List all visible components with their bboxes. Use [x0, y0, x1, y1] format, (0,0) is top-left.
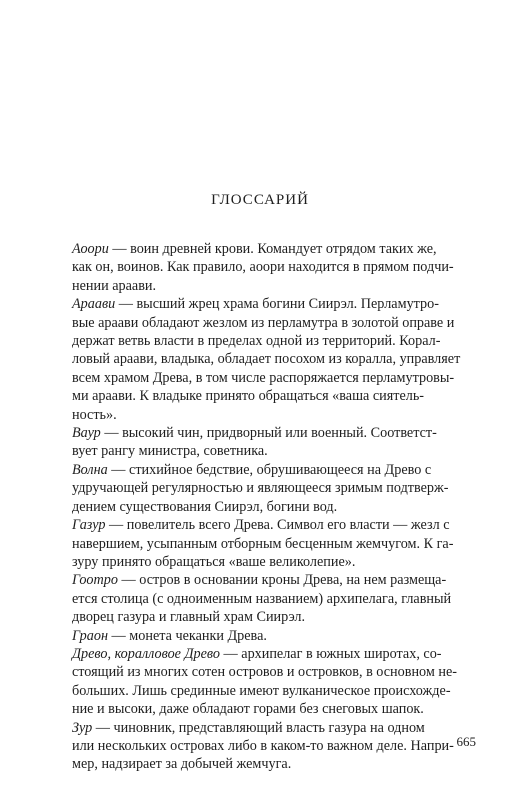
entry-line: ется столица (с одноименным названием) архипелага, главный [72, 590, 452, 607]
entry-line [72, 571, 473, 589]
entry-line: как он, воинов. Как правило, аоори находится в прямом подчи- [72, 259, 454, 276]
entry-line [72, 461, 473, 479]
definition-text: — высший жрец храма богини Сиирэл. Перламутро- [115, 296, 439, 313]
glossary-term: Древо, коралловое Древо [72, 645, 220, 662]
definition-text: — чиновник, представляющий власть газура на одном [92, 719, 425, 736]
entry-line: ние и высоки, даже обладают горами без снеговых шапок. [72, 701, 424, 718]
definition-text: — повелитель всего Древа. Символ его власти — жезл с [105, 517, 450, 534]
glossary-term: Газур [72, 517, 106, 534]
definition-text: — монета чеканки Древа. [108, 627, 267, 644]
entry-line: или нескольких островах либо в каком-то важном деле. Напри- [72, 737, 454, 754]
glossary-term: Аоори [72, 241, 109, 257]
glossary-entry-drevo [72, 645, 473, 719]
entry-line [72, 627, 473, 645]
entry-line: больших. Лишь срединные имеют вулканическое происхожде- [72, 682, 451, 699]
entry-line: стоящий из многих сотен островов и островков, в основном не- [72, 664, 457, 681]
entry-line: ми араави. К владыке принято обращаться «ваша сиятель- [72, 388, 425, 405]
definition-text: — воин древней крови. Командует отрядом таких же, [108, 241, 437, 257]
glossary-term: Ваур [72, 425, 101, 442]
entry-line: вует рангу министра, советника. [72, 443, 268, 460]
glossary-term: Граон [72, 627, 108, 644]
glossary-entry-zur [72, 719, 473, 774]
glossary-term: Волна [72, 461, 108, 478]
entry-line: ность». [72, 406, 117, 423]
definition-text: — высокий чин, придворный или военный. Соответст- [100, 425, 437, 442]
entry-line [72, 516, 473, 534]
definition-text: — архипелаг в южных широтах, со- [219, 645, 442, 662]
entry-line: дением существования Сиирэл, богини вод. [72, 498, 338, 515]
entry-line: зуру принято обращаться «ваше великолепие». [72, 553, 356, 570]
entry-line [72, 645, 473, 663]
entry-line [72, 719, 473, 737]
page-title: ГЛОССАРИЙ [211, 192, 309, 208]
entry-line: мер, надзирает за добычей жемчуга. [72, 756, 292, 773]
definition-text: — стихийное бедствие, обрушивающееся на Древо с [107, 461, 432, 478]
page-number: 665 [456, 734, 476, 749]
entry-line: держат ветвь власти в пределах одной из территорий. Корал- [72, 333, 441, 350]
glossary-entry-gootro [72, 571, 473, 626]
glossary-term: Араави [72, 296, 116, 313]
glossary-term: Зур [72, 719, 93, 736]
glossary-entry-vaur [72, 424, 473, 461]
glossary-entry-volna [72, 461, 473, 516]
glossary-term: Гоотро [72, 572, 118, 589]
glossary-entry-araavi [72, 295, 473, 424]
entry-line: дворец газура и главный храм Сиирэл. [72, 609, 306, 626]
entry-line [72, 295, 473, 313]
entry-line: навершием, усыпанным отборным бесценным жемчугом. К га- [72, 535, 454, 552]
entry-line: ловый араави, владыка, обладает посохом из коралла, управляет [72, 351, 461, 368]
entry-line [72, 424, 473, 442]
entry-line: вые араави обладают жезлом из перламутра в золотой оправе и [72, 314, 455, 331]
entry-line: удручающей регулярностью и являющееся зримым подтверж- [72, 480, 449, 497]
entry-line: нении араави. [72, 277, 157, 294]
entry-line [72, 240, 473, 258]
entry-line: всем храмом Древа, в том числе распоряжается перламутровы- [72, 369, 455, 386]
glossary-entry-aoori [72, 240, 473, 295]
glossary-entry-graon [72, 627, 473, 645]
glossary-entry-gazur [72, 516, 473, 571]
definition-text: — остров в основании кроны Древа, на нем размеща- [117, 572, 447, 589]
glossary-body [72, 240, 473, 774]
